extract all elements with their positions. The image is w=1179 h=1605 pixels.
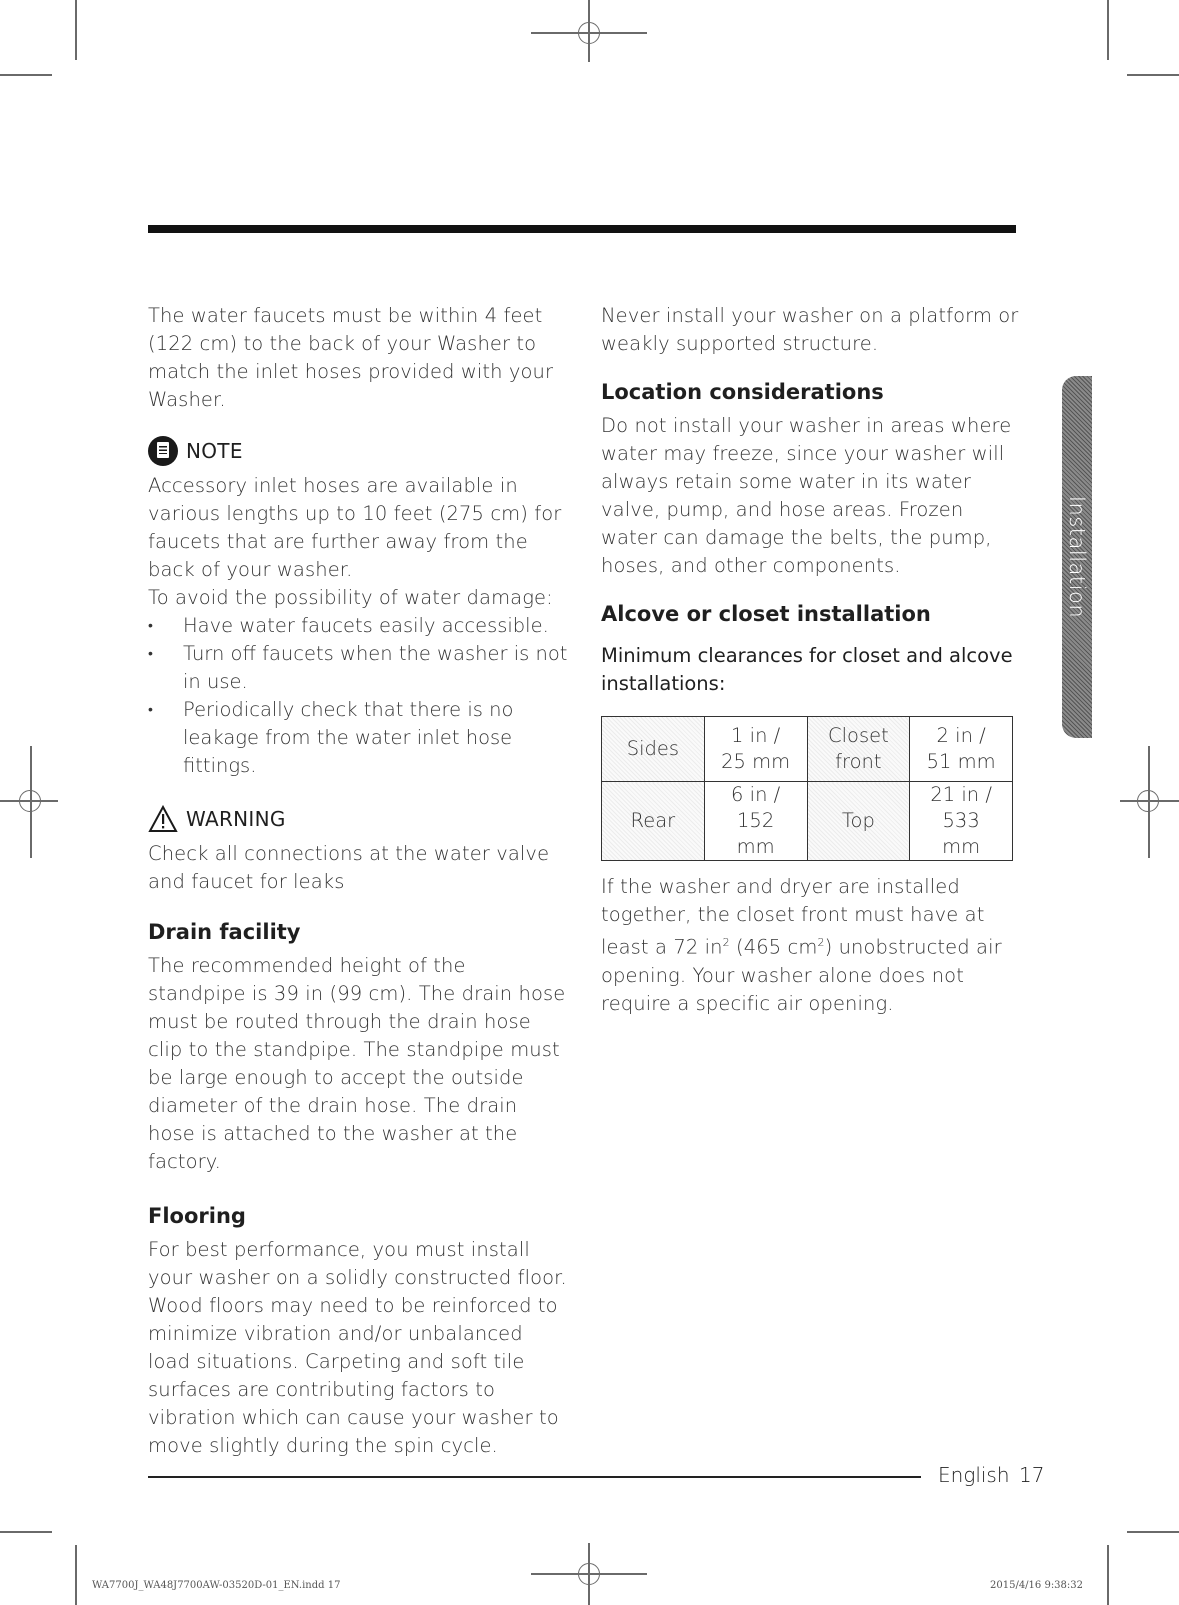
- superscript: 2: [817, 936, 825, 949]
- alcove-heading: Alcove or closet installation: [601, 602, 931, 626]
- table-row: [602, 717, 1013, 782]
- crop-mark: [0, 74, 52, 76]
- platform-text: Never install your washer on a platform or weakly supported structure.: [601, 304, 1019, 355]
- footer-rule: [148, 1476, 921, 1478]
- location-heading: Location considerations: [601, 380, 884, 404]
- warning-text: Check all connections at the water valve and faucet for leaks: [148, 842, 550, 893]
- page-number: 17: [1019, 1463, 1045, 1487]
- print-slug-date: 2015/4/16 9:38:32: [990, 1580, 1084, 1591]
- air-opening-text-3: ) unobstructed air opening. Your washer alone does not require a specific air opening.: [601, 935, 1002, 1015]
- section-tab-text: Installation: [1065, 495, 1089, 619]
- flooring-text: For best performance, you must install your washer on a solidly constructed floor. Wood floors may need to be reinforced to minimize vibration and/or unbalanced load situations. Carpeting and soft tile surfaces are contributing factors to vibration which can cause your washer to move slightly during the spin cycle.: [148, 1238, 567, 1457]
- section-tab-label: [1062, 376, 1092, 738]
- header-rule: [148, 225, 1016, 233]
- registration-mark: [578, 1563, 600, 1585]
- table-cell: 21 in / 533 mm: [910, 782, 1013, 861]
- footer-language: English: [938, 1463, 1010, 1487]
- list-item: • Turn off faucets when the washer is not in use.: [148, 640, 568, 696]
- right-column: [601, 302, 1021, 1018]
- list-item: • Have water faucets easily accessible.: [148, 612, 568, 640]
- superscript: 2: [722, 936, 730, 949]
- note-text: Accessory inlet hoses are available in various lengths up to 10 feet (275 cm) for faucets that are further away from the back of your washer.: [148, 474, 562, 581]
- flooring-heading: Flooring: [148, 1204, 246, 1228]
- crop-mark: [1107, 1545, 1109, 1605]
- crop-mark: [1107, 0, 1109, 60]
- list-item: • Periodically check that there is no leakage from the water inlet hose fittings.: [148, 696, 568, 780]
- faucet-intro: The water faucets must be within 4 feet (122 cm) to the back of your Washer to match the inlet hoses provided with your Washer.: [148, 304, 554, 411]
- air-opening-text-2: (465 cm: [729, 935, 818, 959]
- note-header: [148, 434, 568, 468]
- avoid-text: To avoid the possibility of water damage:: [148, 586, 553, 609]
- drain-text: The recommended height of the standpipe is 39 in (99 cm). The drain hose must be routed through the drain hose clip to the standpipe. The standpipe must be large enough to accept the outside diameter of the drain hose. The drain hose is attached to the washer at the factory.: [148, 954, 566, 1173]
- drain-heading: Drain facility: [148, 920, 301, 944]
- left-column: [148, 302, 568, 1460]
- registration-mark: [1137, 790, 1159, 812]
- bullet-list: [148, 612, 568, 780]
- registration-mark: [19, 790, 41, 812]
- warning-icon: [148, 805, 178, 833]
- crop-mark: [1127, 1531, 1179, 1533]
- clearance-table: [601, 716, 1013, 861]
- note-icon: [148, 436, 178, 466]
- crop-mark: [75, 1545, 77, 1605]
- registration-mark: [578, 22, 600, 44]
- print-slug-file: WA7700J_WA48J7700AW-03520D-01_EN.indd 17: [92, 1580, 341, 1591]
- crop-mark: [1127, 74, 1179, 76]
- air-opening-text: [601, 873, 1021, 1018]
- crop-mark: [75, 0, 77, 60]
- table-cell: 2 in / 51 mm: [910, 717, 1013, 782]
- location-text: Do not install your washer in areas where water may freeze, since your washer will always retain some water in its water valve, pump, and hose areas. Frozen water can damage the belts, the pump, hoses, and other components.: [601, 414, 1012, 577]
- note-label: NOTE: [186, 439, 243, 463]
- crop-mark: [0, 1531, 52, 1533]
- table-cell: Sides: [602, 717, 705, 782]
- clearance-subheading: Minimum clearances for closet and alcove installations:: [601, 644, 1013, 695]
- table-cell: 1 in / 25 mm: [704, 717, 807, 782]
- warning-label: WARNING: [186, 807, 286, 831]
- table-cell: Closet front: [807, 717, 910, 782]
- table-cell: 6 in / 152 mm: [704, 782, 807, 861]
- table-cell: Top: [807, 782, 910, 861]
- air-opening-text-1: If the washer and dryer are installed together, the closet front must have at least a 72 in: [601, 875, 985, 959]
- table-row: [602, 782, 1013, 861]
- warning-header: [148, 802, 568, 836]
- table-cell: Rear: [602, 782, 705, 861]
